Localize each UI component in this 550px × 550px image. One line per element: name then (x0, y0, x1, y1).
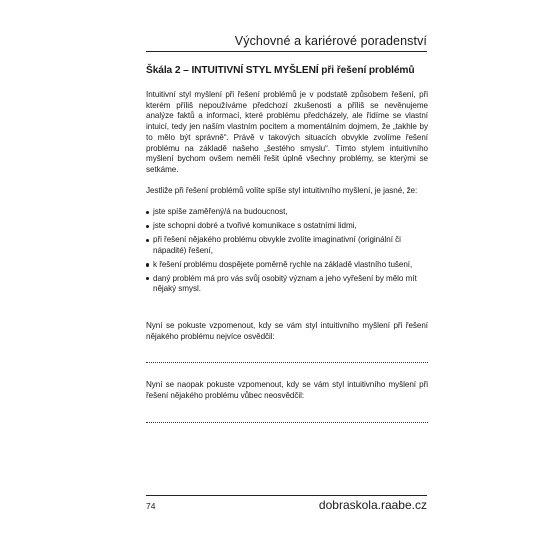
trait-list (146, 207, 428, 295)
page-footer (146, 495, 427, 512)
lead-paragraph: Jestliže při řešení problémů volíte spíše styl intuitivního myšlení, je jasné, že: (146, 186, 418, 196)
running-head-title: Výchovné a kariérové poradenství (234, 34, 427, 48)
website-link: dobraskola.raabe.cz (318, 498, 427, 512)
question-1: Nyní se pokuste vzpomenout, kdy se vám styl intuitivního myšlení při řešení nějakého problému nejvíce osvědčil: (146, 321, 428, 341)
section-title-prefix: Škála 2 – INTUITIVNÍ STYL MYŠLENÍ (146, 65, 319, 76)
list-item: jste spíše zaměřený/á na budoucnost, (146, 207, 428, 218)
list-item: jste schopni dobré a tvořivé komunikace s ostatními lidmi, (146, 221, 428, 232)
list-item: při řešení nějakého problému obvykle zvolíte imaginativní (originální či nápadité) řešení, (146, 235, 428, 256)
list-item: daný problém má pro vás svůj osobitý význam a jeho vyřešení by mělo mít nějaký smysl. (146, 274, 428, 295)
page-content (146, 64, 428, 440)
section-title (146, 64, 428, 77)
section-title-suffix: při řešení problémů (318, 65, 415, 76)
answer-line-1[interactable] (146, 362, 428, 363)
page-number: 74 (146, 501, 156, 511)
answer-line-2[interactable] (146, 422, 428, 423)
running-head (146, 34, 427, 52)
list-item: k řešení problému dospějete poměrně rychle na základě vlastního tušení, (146, 260, 428, 271)
intro-paragraph: Intuitivní styl myšlení při řešení problémů je v podstatě způsobem řešení, při kterém příliš nepoužíváme předchozí zkušenosti a příliš se nevěnujeme analýze faktů a informací, které problému předcházely, ale řídíme se vlastní intuicí, tedy jen naším vlastním pocitem a momentálním dojmem, že „takhle by to mělo být správně“. Právě v takových situacích obvykle zvolíme řešení problému na základě našeho „šestého smyslu“. Tímto stylem intuitivního myšlení bychom ovšem neměli řešit úplně všechny problémy, se kterými se setkáme. (146, 90, 428, 174)
question-2: Nyní se naopak pokuste vzpomenout, kdy se vám styl intuitivního myšlení při řešení nějakého problému vůbec neosvědčil: (146, 380, 428, 401)
